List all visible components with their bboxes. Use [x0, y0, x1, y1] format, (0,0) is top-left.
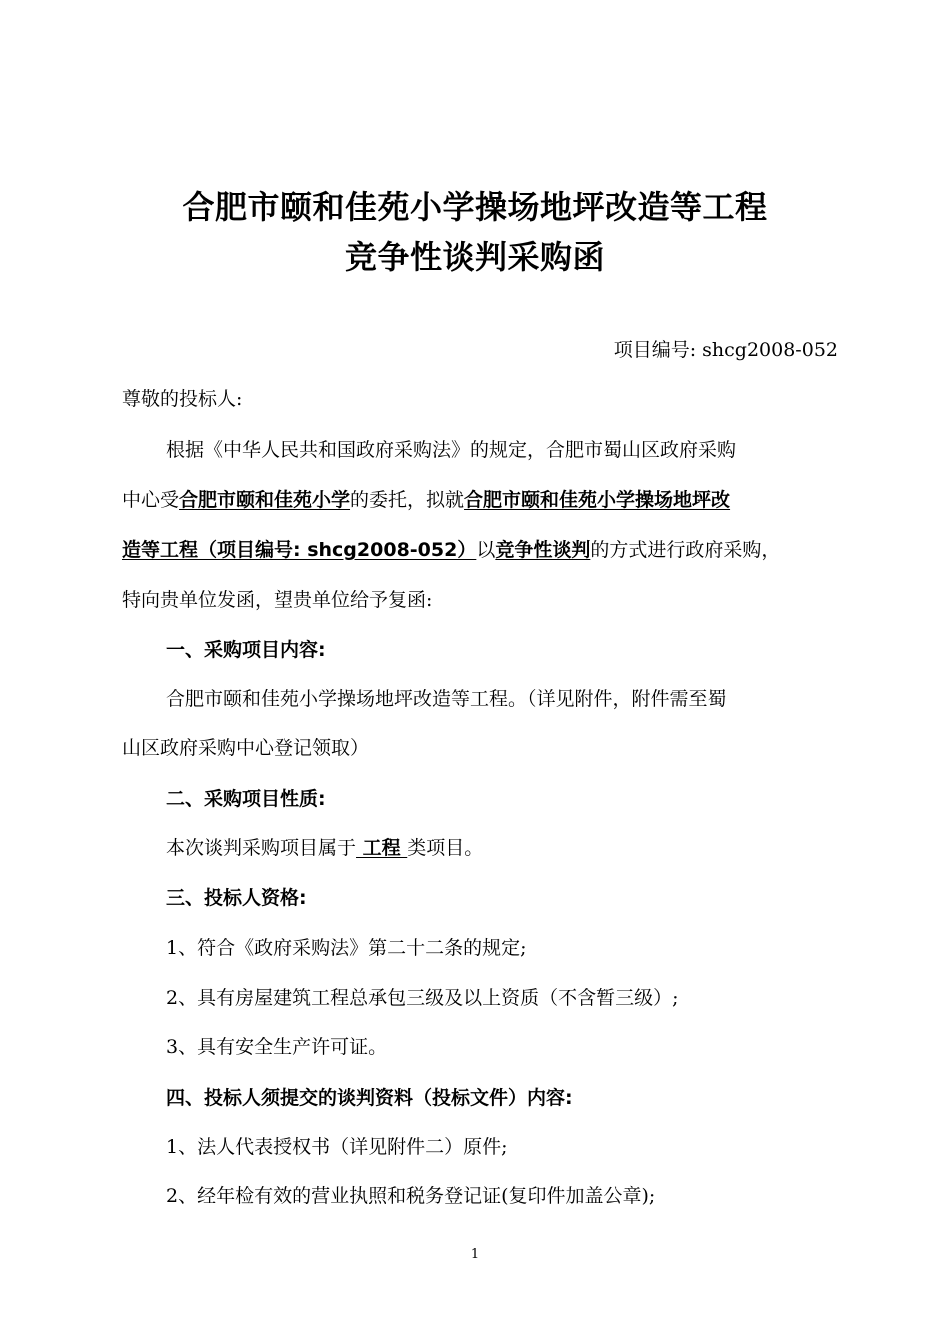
section-4-item: 2、经年检有效的营业执照和税务登记证(复印件加盖公章);	[166, 1185, 656, 1207]
procurement-method: 竞争性谈判	[495, 539, 591, 561]
section-1-line-1: 合肥市颐和佳苑小学操场地坪改造等工程。（详见附件，附件需至蜀	[166, 688, 727, 710]
intro-line-4: 特向贵单位发函，望贵单位给予复函:	[122, 589, 433, 611]
page-number: 1	[470, 1247, 480, 1262]
project-category: 工程	[356, 837, 408, 859]
document-title-line1: 合肥市颐和佳苑小学操场地坪改造等工程	[182, 188, 768, 226]
section-3-item: 1、符合《政府采购法》第二十二条的规定;	[166, 937, 527, 959]
section-2-heading: 二、采购项目性质:	[166, 788, 326, 810]
intro-text: 的方式进行政府采购，	[590, 539, 781, 561]
section-3-item: 2、具有房屋建筑工程总承包三级及以上资质（不含暂三级）;	[166, 987, 679, 1009]
document-title-line2: 竞争性谈判采购函	[344, 238, 605, 276]
intro-text: 以	[476, 539, 496, 561]
section-1-line-2: 山区政府采购中心登记领取）	[122, 737, 370, 759]
section-2-line-1	[166, 835, 483, 861]
intro-text: 中心受	[122, 489, 180, 511]
intro-text: 的委托，拟就	[350, 489, 465, 511]
intro-line-2	[122, 487, 730, 513]
intro-line-3	[122, 537, 780, 563]
intro-line-1: 根据《中华人民共和国政府采购法》的规定，合肥市蜀山区政府采购	[166, 439, 737, 461]
section-4-heading: 四、投标人须提交的谈判资料（投标文件）内容:	[166, 1087, 573, 1109]
section-2-text: 类项目。	[407, 837, 484, 859]
section-3-heading: 三、投标人资格:	[166, 887, 307, 909]
project-number: 项目编号: shcg2008-052	[613, 339, 838, 361]
section-2-text: 本次谈判采购项目属于	[166, 837, 357, 859]
section-1-heading: 一、采购项目内容:	[166, 639, 326, 661]
salutation: 尊敬的投标人:	[122, 388, 243, 410]
section-3-item: 3、具有安全生产许可证。	[166, 1036, 388, 1058]
project-name-continued: 造等工程（项目编号: shcg2008-052）	[122, 539, 477, 561]
section-4-item: 1、法人代表授权书（详见附件二）原件;	[166, 1136, 508, 1158]
project-name: 合肥市颐和佳苑小学操场地坪改	[464, 489, 731, 511]
client-name: 合肥市颐和佳苑小学	[179, 489, 351, 511]
